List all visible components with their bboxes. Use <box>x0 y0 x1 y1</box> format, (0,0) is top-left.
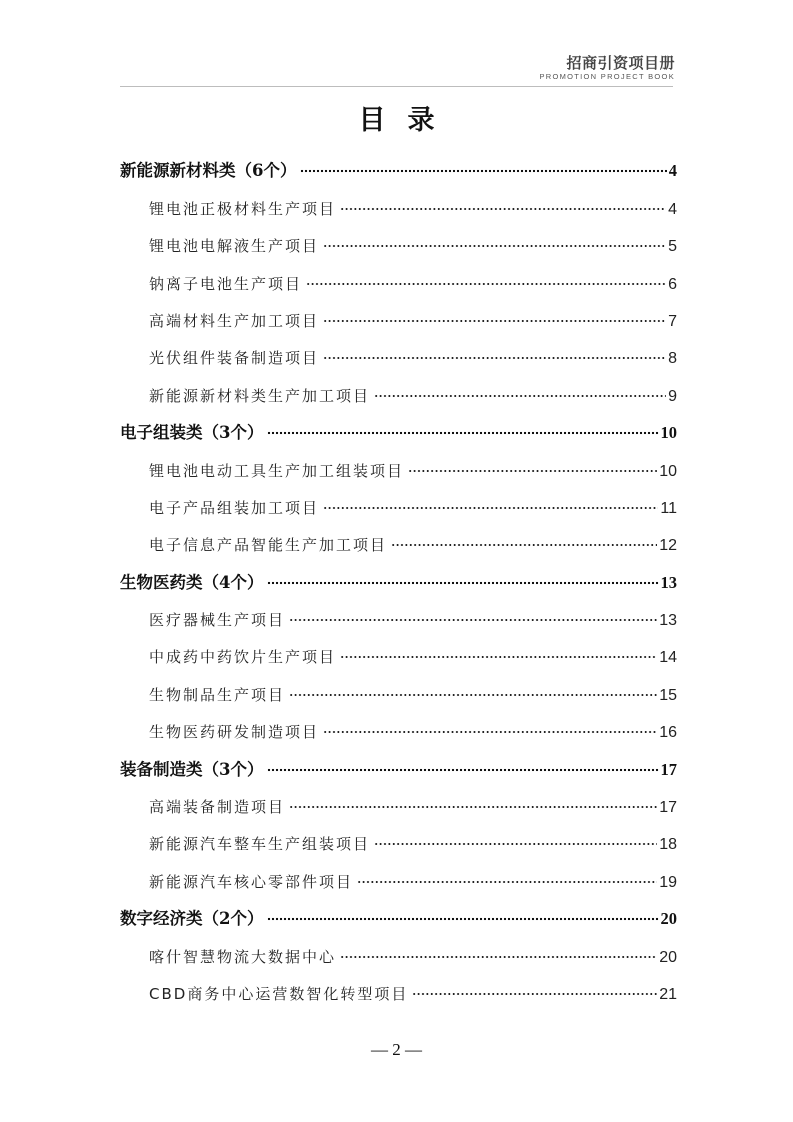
toc-entry-label: 新能源新材料类生产加工项目 <box>149 386 371 405</box>
toc-entry-label: 生物制品生产项目 <box>149 685 286 704</box>
toc-dot-leader <box>267 916 658 922</box>
toc-item-entry[interactable] <box>120 817 677 854</box>
toc-entry-page: 9 <box>668 387 677 405</box>
toc-entry-page: 4 <box>668 161 677 181</box>
brand-title: 招商引资项目册 <box>566 54 675 72</box>
toc-entry-label: 高端装备制造项目 <box>149 798 286 817</box>
toc-entry-label: 高端材料生产加工项目 <box>149 311 320 330</box>
toc-entry-label: 电子产品组装加工项目 <box>149 498 320 517</box>
toc-item-entry[interactable] <box>120 331 677 368</box>
toc-entry-page: 16 <box>659 724 677 742</box>
toc-entry-page: 21 <box>659 985 677 1003</box>
toc-dot-leader <box>323 243 666 249</box>
toc-item-entry[interactable] <box>120 630 677 667</box>
toc-item-entry[interactable] <box>120 443 677 480</box>
page-number: — 2 — <box>371 1040 422 1059</box>
toc-entry-label: 数字经济类（2个） <box>120 909 264 929</box>
toc-entry-label: 钠离子电池生产项目 <box>149 274 303 293</box>
toc-entry-label: 中成药中药饮片生产项目 <box>149 648 337 667</box>
toc-dot-leader <box>391 542 657 548</box>
toc-section-entry[interactable] <box>120 742 677 779</box>
toc-entry-page: 8 <box>668 350 677 368</box>
toc-item-entry[interactable] <box>120 256 677 293</box>
toc-entry-label: 新能源新材料类（6个） <box>120 161 297 181</box>
toc-entry-label: 喀什智慧物流大数据中心 <box>149 947 337 966</box>
toc-section-entry[interactable] <box>120 892 677 929</box>
toc-item-entry[interactable] <box>120 219 677 256</box>
toc-item-entry[interactable] <box>120 780 677 817</box>
toc-entry-page: 10 <box>659 462 677 480</box>
toc-entry-label: 光伏组件装备制造项目 <box>149 349 320 368</box>
toc-entry-page: 20 <box>660 909 677 929</box>
toc-title: 目录 <box>358 105 457 136</box>
toc-dot-leader <box>289 804 657 810</box>
toc-dot-leader <box>374 393 666 399</box>
toc-entry-label: 电子组装类（3个） <box>120 423 264 443</box>
toc-entry-page: 14 <box>659 649 677 667</box>
toc-entry-page: 15 <box>659 686 677 704</box>
toc-entry-page: 5 <box>668 238 677 256</box>
toc-dot-leader <box>267 580 658 586</box>
brand-subtitle: PROMOTION PROJECT BOOK <box>539 72 675 81</box>
toc-entry-page: 7 <box>668 312 677 330</box>
toc-dot-leader <box>323 505 658 511</box>
toc-entry-label: 生物医药类（4个） <box>120 572 264 592</box>
toc-entry-label: 医疗器械生产项目 <box>149 611 286 630</box>
toc-dot-leader <box>340 954 657 960</box>
toc-dot-leader <box>306 281 666 287</box>
toc-dot-leader <box>300 168 666 174</box>
header-divider <box>120 86 673 87</box>
toc-entry-label: 新能源汽车核心零部件项目 <box>149 872 354 891</box>
toc-dot-leader <box>340 654 657 660</box>
toc-entry-page: 10 <box>660 423 677 443</box>
toc-entry-page: 4 <box>668 200 677 218</box>
toc-entry-page: 20 <box>659 948 677 966</box>
toc-item-entry[interactable] <box>120 181 677 218</box>
toc-entry-page: 17 <box>659 799 677 817</box>
toc-dot-leader <box>267 767 658 773</box>
toc-item-entry[interactable] <box>120 967 677 1004</box>
toc-entry-label: 电子信息产品智能生产加工项目 <box>149 536 388 555</box>
toc-entry-page: 13 <box>660 572 677 592</box>
toc-section-entry[interactable] <box>120 555 677 592</box>
toc-dot-leader <box>289 617 657 623</box>
toc-entry-label: 锂电池电解液生产项目 <box>149 237 320 256</box>
toc-dot-leader <box>323 318 666 324</box>
toc-item-entry[interactable] <box>120 705 677 742</box>
toc-dot-leader <box>289 692 657 698</box>
toc-dot-leader <box>267 430 658 436</box>
toc-section-entry[interactable] <box>120 406 677 443</box>
toc-item-entry[interactable] <box>120 854 677 891</box>
toc-dot-leader <box>374 841 657 847</box>
toc-entry-label: 装备制造类（3个） <box>120 759 264 779</box>
toc-entry-page: 6 <box>668 275 677 293</box>
toc-entry-label: 生物医药研发制造项目 <box>149 723 320 742</box>
toc-entry-page: 19 <box>659 873 677 891</box>
toc-entry-page: 13 <box>659 612 677 630</box>
toc-entry-page: 17 <box>660 759 677 779</box>
toc-entry-label: 新能源汽车整车生产组装项目 <box>149 835 371 854</box>
toc-item-entry[interactable] <box>120 518 677 555</box>
toc-entry-page: 12 <box>659 537 677 555</box>
toc-dot-leader <box>408 468 657 474</box>
header-brand <box>539 54 675 82</box>
toc-item-entry[interactable] <box>120 667 677 704</box>
toc-dot-leader <box>357 879 657 885</box>
toc-entry-label: 锂电池电动工具生产加工组装项目 <box>149 461 405 480</box>
toc-entry-page: 11 <box>660 499 677 517</box>
toc-entry-label: CBD商务中心运营数智化转型项目 <box>149 984 409 1003</box>
toc-dot-leader <box>323 355 666 361</box>
toc-item-entry[interactable] <box>120 368 677 405</box>
toc-dot-leader <box>340 206 666 212</box>
toc-item-entry[interactable] <box>120 294 677 331</box>
toc-dot-leader <box>323 729 657 735</box>
toc-item-entry[interactable] <box>120 481 677 518</box>
toc-entry-label: 锂电池正极材料生产项目 <box>149 199 337 218</box>
toc-dot-leader <box>412 991 657 997</box>
toc-entry-page: 18 <box>659 836 677 854</box>
table-of-contents <box>120 144 677 1004</box>
toc-item-entry[interactable] <box>120 929 677 966</box>
toc-section-entry[interactable] <box>120 144 677 181</box>
toc-item-entry[interactable] <box>120 593 677 630</box>
